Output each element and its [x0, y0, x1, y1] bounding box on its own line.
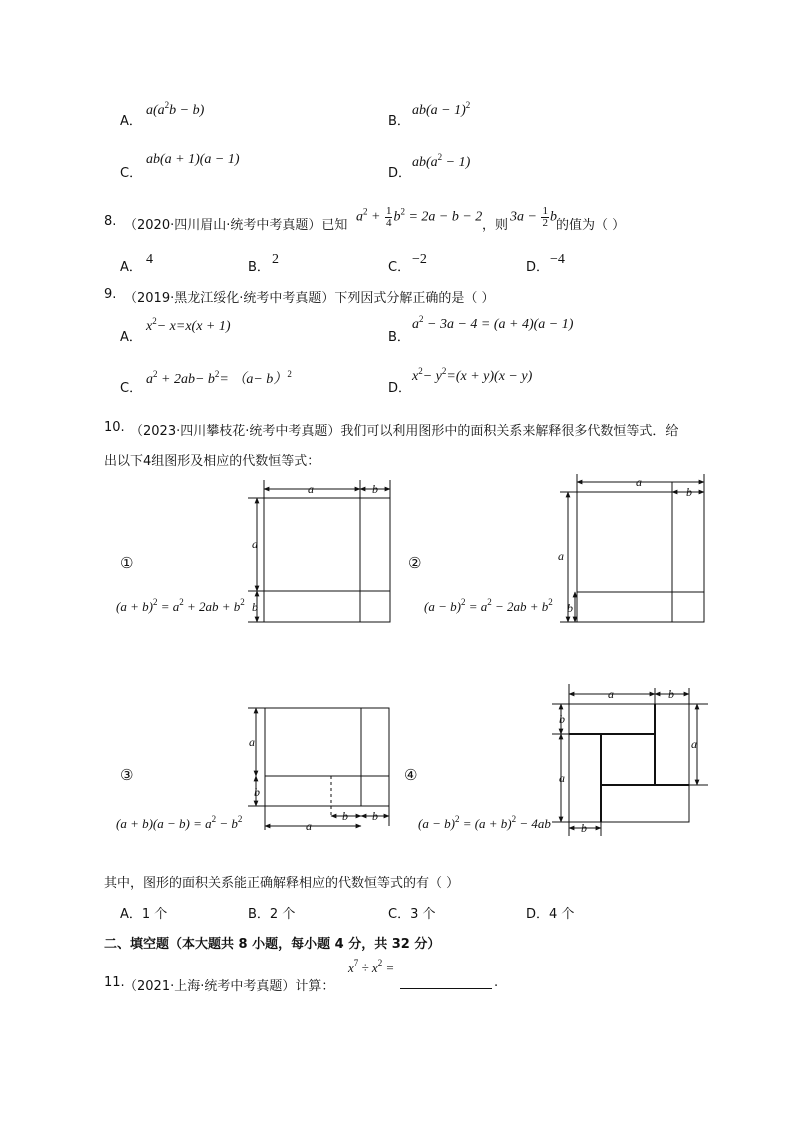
- fig3-label-side-b: b: [254, 785, 260, 799]
- figure-2-marker: ②: [408, 554, 422, 572]
- q9-option-a-math: $x^2- x=x(x + 1)$: [146, 316, 231, 334]
- q10-option-b: B．2 个: [248, 907, 296, 922]
- figure-3-diagram: [248, 708, 389, 830]
- q8-option-a-label: A．: [120, 260, 142, 275]
- q8-option-b-label: B．: [248, 260, 270, 275]
- fig4-label-top-a: a: [608, 687, 614, 701]
- q7-option-a-label: A．: [120, 114, 142, 129]
- q10-line2: 出以下4组图形及相应的代数恒等式：: [104, 454, 321, 469]
- fig4-label-left-a: a: [559, 771, 565, 785]
- figure-4-diagram: [552, 684, 708, 836]
- figure-1-marker: ①: [120, 554, 134, 572]
- q10-option-c: C．3 个: [388, 907, 436, 922]
- q7-option-c-label: C．: [120, 166, 143, 181]
- q9-option-c-label: C．: [120, 381, 143, 396]
- q8-tail: 的值为（ ）: [556, 218, 626, 233]
- q11-end: .: [494, 975, 499, 990]
- figure-4-equation: $(a - b)^2 = (a + b)^2 - 4ab$: [418, 814, 551, 831]
- fig2-label-top-a: a: [636, 475, 642, 489]
- fig1-label-side-b: b: [252, 600, 258, 614]
- q7-option-d-math: $ab(a^2 - 1)$: [412, 152, 471, 170]
- q7-option-d-label: D．: [388, 166, 412, 181]
- q8-number: 8.: [104, 214, 117, 229]
- q10-option-a: A．1 个: [120, 907, 168, 922]
- figure-3-equation: $(a + b)(a - b) = a^2 - b^2$: [116, 814, 243, 831]
- fig3-label-bottom-b1: b: [342, 809, 348, 823]
- q8-option-c: −2: [412, 252, 427, 267]
- q8-source: （2020·四川眉山·统考中考真题）已知: [124, 218, 348, 233]
- fig1-label-top-b: b: [372, 482, 378, 496]
- q9-option-a-label: A．: [120, 330, 142, 345]
- fig1-label-top-a: a: [308, 482, 314, 496]
- q11-number: 11.: [104, 975, 125, 990]
- figure-4-marker: ④: [404, 766, 418, 784]
- q8-option-b: 2: [272, 252, 279, 267]
- q11-answer-blank[interactable]: [400, 988, 492, 989]
- fig3-label-side-a: a: [249, 735, 255, 749]
- figure-2-equation: $(a - b)^2 = a^2 - 2ab + b^2$: [424, 597, 553, 614]
- q8-expr: 3a − $\frac{1}{2}$ b: [510, 205, 557, 229]
- figure-1-diagram: [248, 480, 390, 622]
- q8-option-a: 4: [146, 252, 153, 267]
- fig4-label-left-b: b: [559, 712, 565, 726]
- q10-question: 其中，图形的面积关系能正确解释相应的代数恒等式的有（ ）: [104, 876, 460, 891]
- fig2-label-side-a: a: [558, 549, 564, 563]
- figure-3-marker: ③: [120, 766, 134, 784]
- q7-option-b-math: $ab(a - 1)^2$: [412, 100, 471, 118]
- q10-option-d: D．4 个: [526, 907, 575, 922]
- q7-option-c-math: ab(a + 1)(a − 1): [146, 152, 240, 167]
- q8-mid: ，则: [482, 218, 509, 233]
- fig2-label-side-b: b: [567, 601, 573, 615]
- q11-text: （2021·上海·统考中考真题）计算：: [124, 979, 335, 994]
- q9-text: （2019·黑龙江绥化·统考中考真题）下列因式分解正确的是（ ）: [124, 291, 495, 306]
- fig3-label-bottom-b2: b: [372, 809, 378, 823]
- figure-2-diagram: [560, 474, 704, 622]
- fig3-label-bottom-a: a: [306, 819, 312, 833]
- fig4-label-right-a: a: [691, 737, 697, 751]
- q9-option-d-math: $x^2- y^2=(x + y)(x - y)$: [412, 366, 533, 384]
- fig4-label-top-b: b: [668, 687, 674, 701]
- q9-option-c-math: $a^2 + 2ab- b^2= (a- b)^2$: [146, 369, 292, 387]
- q11-expression: $x^7 \div x^2$ =: [348, 958, 395, 975]
- fig4-label-bottom-b: b: [581, 821, 587, 835]
- q9-number: 9.: [104, 287, 117, 302]
- fig2-label-top-b: b: [686, 485, 692, 499]
- q10-number: 10.: [104, 420, 125, 435]
- q10-line1: （2023·四川攀枝花·统考中考真题）我们可以利用图形中的面积关系来解释很多代数恒等式．给: [130, 424, 679, 439]
- fig1-label-side-a: a: [252, 537, 258, 551]
- q8-condition: $a^2$ + $\frac{1}{4}$ $b^2 = 2a - b - 2$: [356, 205, 483, 229]
- section-2-title: 二、填空题（本大题共 8 小题，每小题 4 分，共 32 分）: [104, 937, 441, 952]
- q8-option-d-label: D．: [526, 260, 550, 275]
- q9-option-b-label: B．: [388, 330, 410, 345]
- q7-option-b-label: B．: [388, 114, 410, 129]
- q9-option-b-math: $a^2 - 3a - 4 = (a + 4)(a - 1)$: [412, 314, 574, 332]
- q9-option-d-label: D．: [388, 381, 412, 396]
- q8-option-c-label: C．: [388, 260, 411, 275]
- figure-1-equation: $(a + b)^2 = a^2 + 2ab + b^2$: [116, 597, 245, 614]
- q7-option-a-math: $a(a^2b - b)$: [146, 100, 205, 118]
- q8-option-d: −4: [550, 252, 565, 267]
